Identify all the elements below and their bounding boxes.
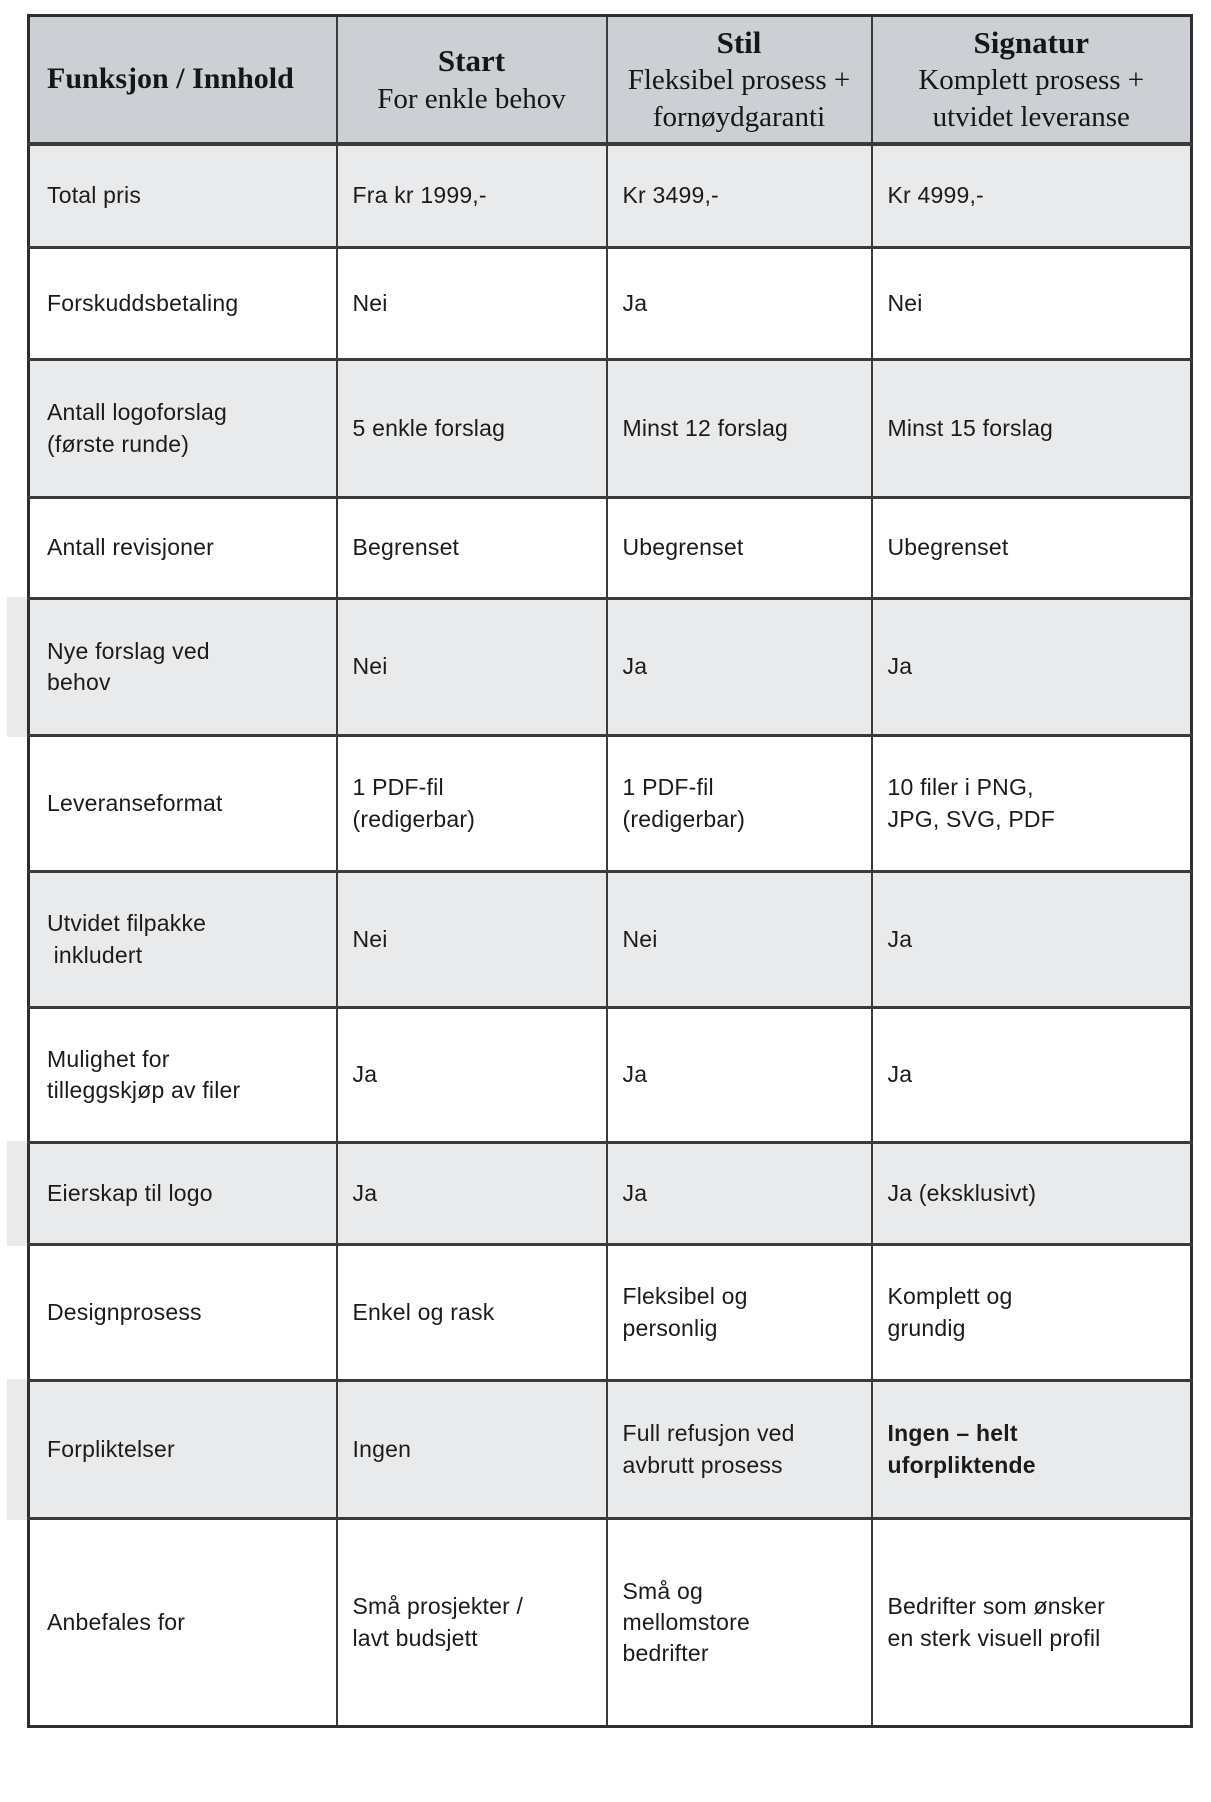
feature-column-header: Funksjon / Innhold: [29, 16, 337, 144]
cell-value: 1 PDF-fil (redigerbar): [607, 736, 872, 872]
cell-value: Minst 12 forslag: [607, 360, 872, 498]
cell-value: Ja: [607, 248, 872, 360]
row-label: Nye forslag ved behov: [29, 599, 337, 736]
cell-value: Kr 3499,-: [607, 144, 872, 248]
table-header: [29, 16, 1192, 144]
cell-value: Ingen: [337, 1381, 607, 1519]
table-row: [29, 599, 1192, 736]
cell-value: Nei: [337, 599, 607, 736]
table-row: [29, 1381, 1192, 1519]
row-label: Eierskap til logo: [29, 1143, 337, 1245]
cell-value: Fleksibel og personlig: [607, 1245, 872, 1381]
row-label: Antall logoforslag (første runde): [29, 360, 337, 498]
table-row: [29, 1519, 1192, 1727]
cell-value: Ja (eksklusivt): [872, 1143, 1192, 1245]
pricing-comparison-table: [27, 14, 1193, 1728]
table-row: [29, 360, 1192, 498]
cell-value: 1 PDF-fil (redigerbar): [337, 736, 607, 872]
cell-value: Nei: [337, 872, 607, 1008]
table-row: [29, 248, 1192, 360]
cell-value: Små prosjekter / lavt budsjett: [337, 1519, 607, 1727]
plan-title: Start: [437, 43, 506, 79]
cell-value: Fra kr 1999,-: [337, 144, 607, 248]
plan-title: Stil: [716, 25, 762, 61]
header-row: [29, 16, 1192, 144]
cell-value: Ja: [607, 599, 872, 736]
cell-value: Kr 4999,-: [872, 144, 1192, 248]
row-label: Designprosess: [29, 1245, 337, 1381]
table-row: [29, 1143, 1192, 1245]
cell-value: Ja: [872, 599, 1192, 736]
cell-value: Ja: [872, 872, 1192, 1008]
cell-value: 5 enkle forslag: [337, 360, 607, 498]
plan-header-start: [337, 16, 607, 144]
cell-value: Full refusjon ved avbrutt prosess: [607, 1381, 872, 1519]
row-label: Antall revisjoner: [29, 498, 337, 599]
cell-value: Ja: [872, 1008, 1192, 1143]
cell-value: Ja: [607, 1008, 872, 1143]
row-label: Forpliktelser: [29, 1381, 337, 1519]
cell-value: Ja: [337, 1143, 607, 1245]
cell-value: Ubegrenset: [872, 498, 1192, 599]
plan-subtitle: Komplett prosess + utvidet leveranse: [918, 64, 1145, 133]
table-row: [29, 736, 1192, 872]
cell-value: Komplett og grundig: [872, 1245, 1192, 1381]
table-row: [29, 1245, 1192, 1381]
row-label: Utvidet filpakke inkludert: [29, 872, 337, 1008]
row-label: Anbefales for: [29, 1519, 337, 1727]
plan-header-signatur: [872, 16, 1192, 144]
plan-subtitle: Fleksibel prosess + fornøydgaranti: [627, 64, 851, 133]
cell-value: Enkel og rask: [337, 1245, 607, 1381]
plan-title: Signatur: [973, 25, 1089, 61]
table-body: [29, 144, 1192, 1727]
table-row: [29, 872, 1192, 1008]
row-label: Leveranseformat: [29, 736, 337, 872]
cell-value: Minst 15 forslag: [872, 360, 1192, 498]
table-row: [29, 1008, 1192, 1143]
cell-value: Nei: [607, 872, 872, 1008]
plan-header-stil: [607, 16, 872, 144]
row-label: Total pris: [29, 144, 337, 248]
cell-value: 10 filer i PNG, JPG, SVG, PDF: [872, 736, 1192, 872]
table-row: [29, 498, 1192, 599]
cell-value: Nei: [337, 248, 607, 360]
table-row: [29, 144, 1192, 248]
row-label: Forskuddsbetaling: [29, 248, 337, 360]
cell-value: Ja: [607, 1143, 872, 1245]
cell-value: Ubegrenset: [607, 498, 872, 599]
cell-value: Ingen – helt uforpliktende: [872, 1381, 1192, 1519]
cell-value: Nei: [872, 248, 1192, 360]
cell-value: Ja: [337, 1008, 607, 1143]
plan-subtitle: For enkle behov: [377, 82, 566, 115]
cell-value: Bedrifter som ønsker en sterk visuell profil: [872, 1519, 1192, 1727]
cell-value: Begrenset: [337, 498, 607, 599]
cell-value: Små og mellomstore bedrifter: [607, 1519, 872, 1727]
row-label: Mulighet for tilleggskjøp av filer: [29, 1008, 337, 1143]
